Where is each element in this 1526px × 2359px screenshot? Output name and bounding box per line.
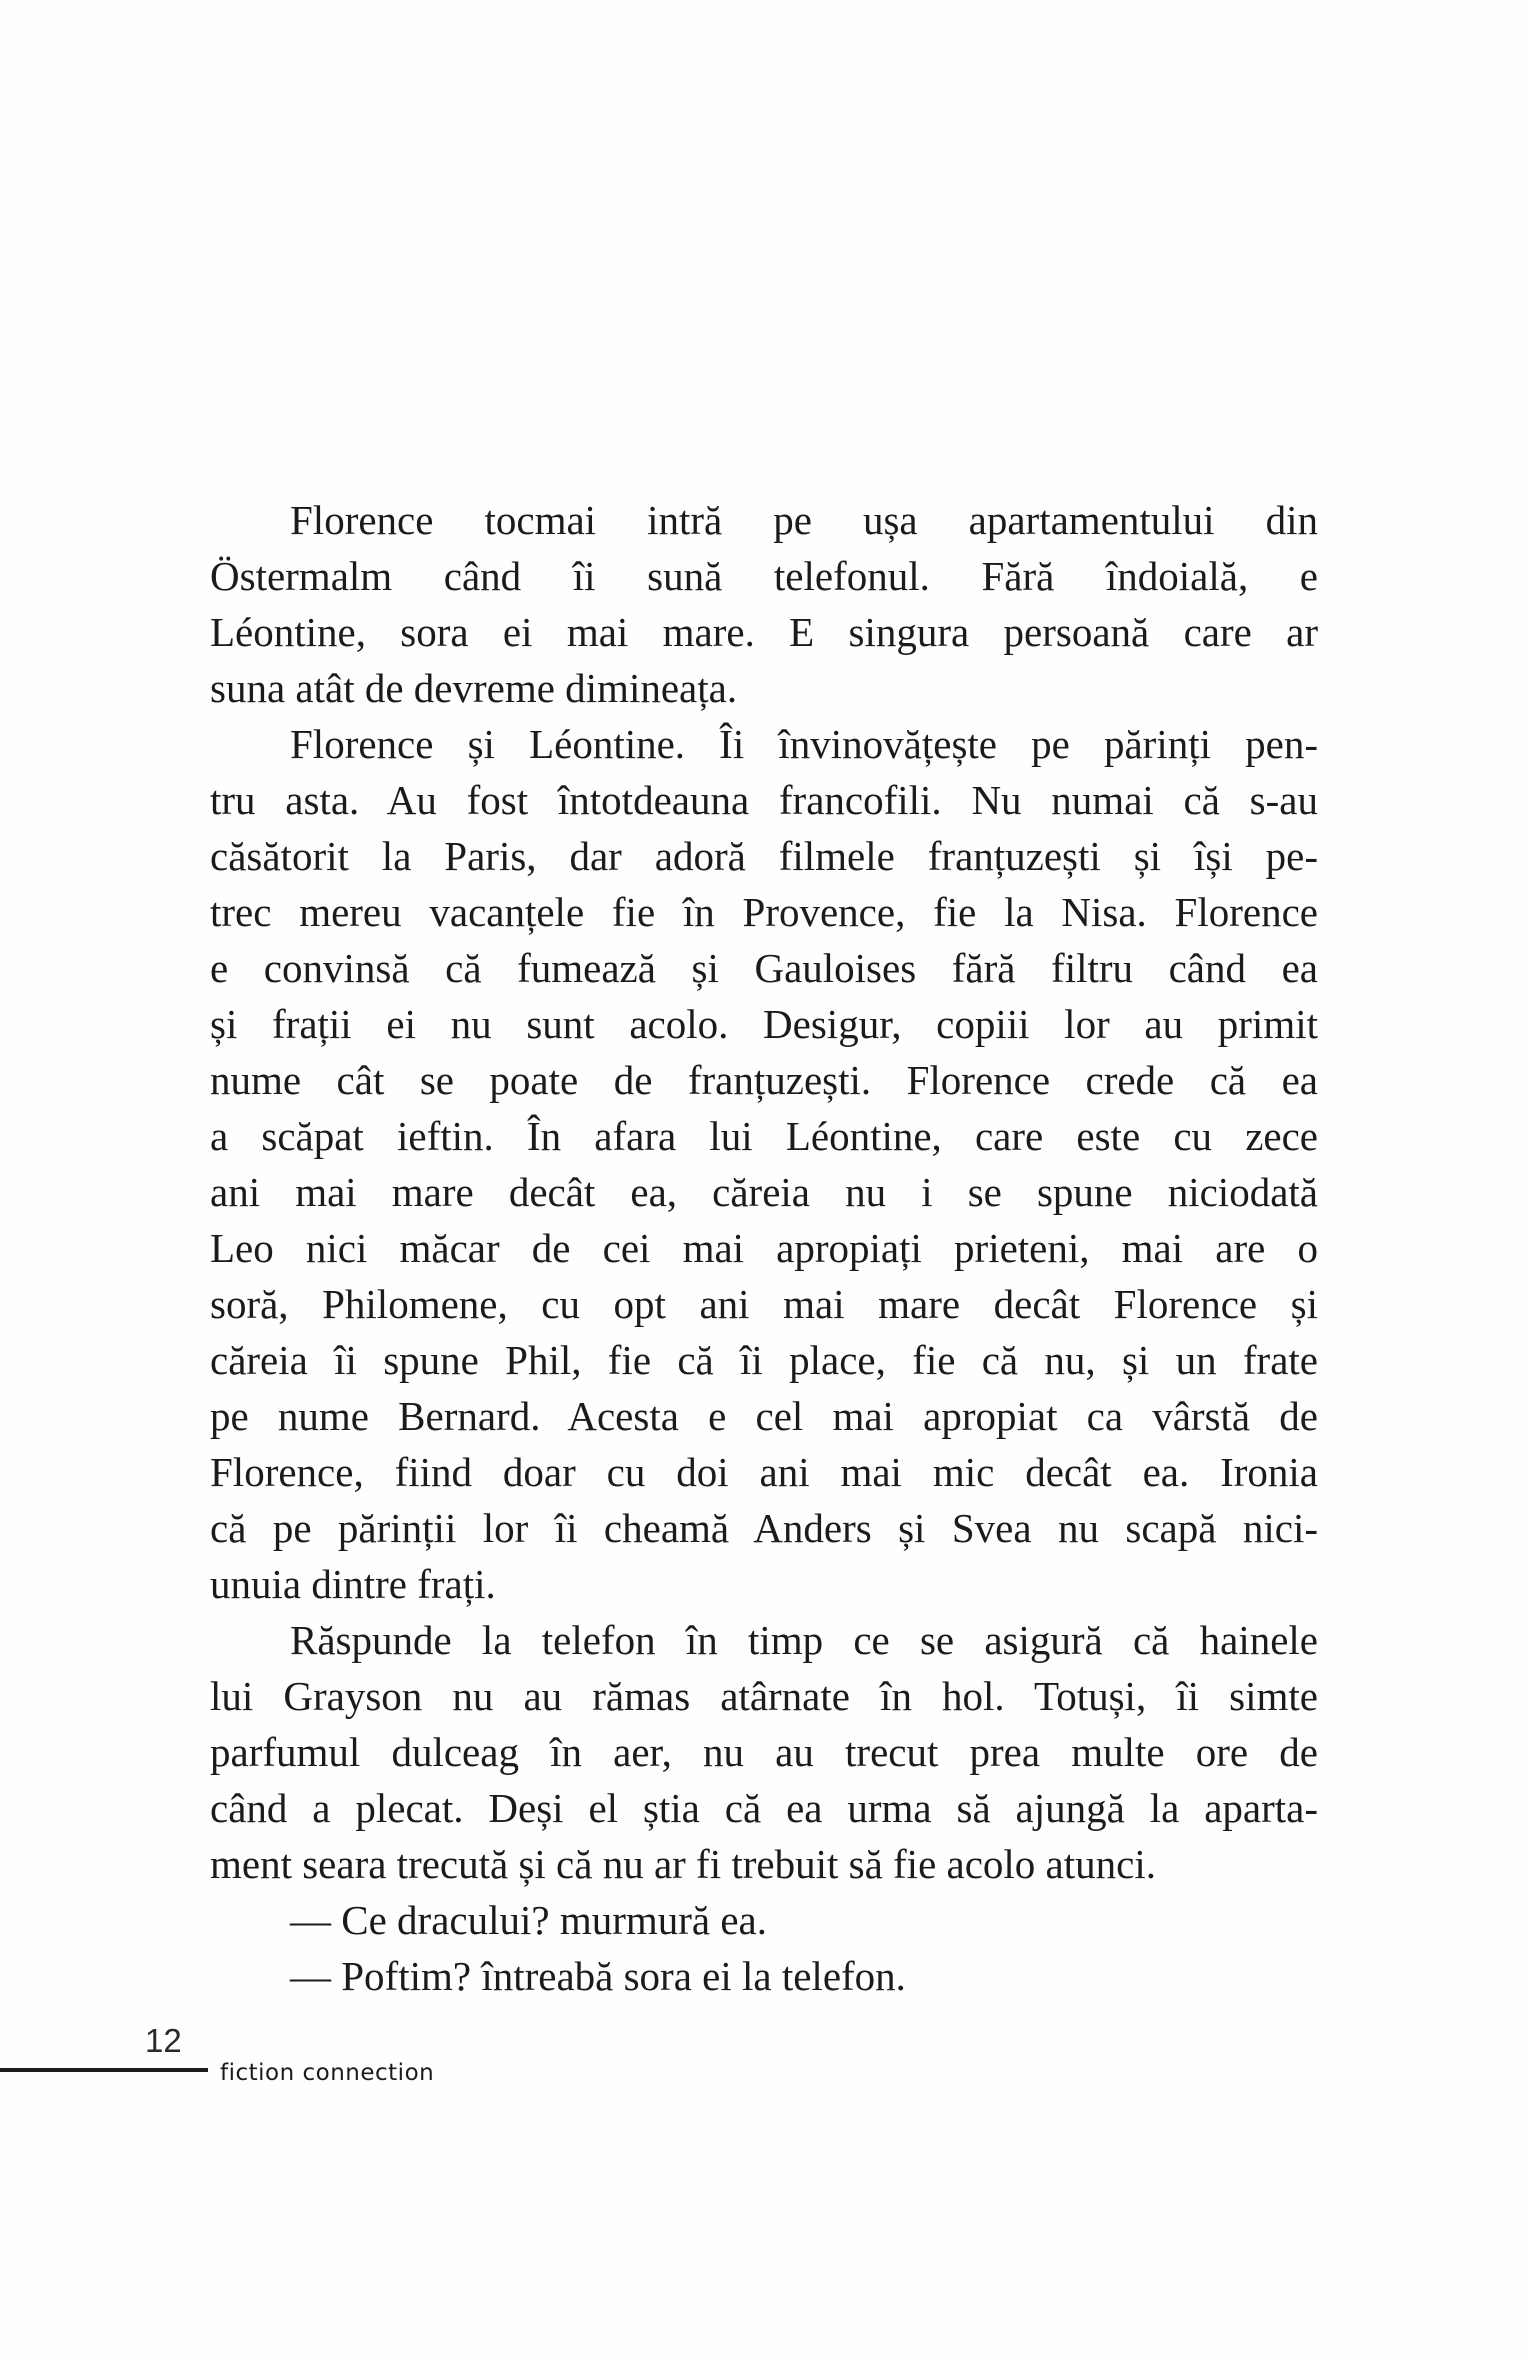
text-line: Răspunde la telefon în timp ce se asigură că hainele (290, 1617, 1318, 1663)
text-line: suna atât de devreme dimineața. (210, 665, 738, 711)
imprint-label: fiction connection (220, 2060, 435, 2086)
text-line: ani mai mare decât ea, căreia nu i se spune niciodată (210, 1169, 1318, 1215)
text-line: Leo nici măcar de cei mai apropiați prieteni, mai are o (210, 1225, 1318, 1271)
text-line: și frații ei nu sunt acolo. Desigur, copiii lor au primit (210, 1001, 1318, 1047)
text-line: parfumul dulceag în aer, nu au trecut prea multe ore de (210, 1729, 1318, 1775)
text-line: soră, Philomene, cu opt ani mai mare decât Florence și (210, 1281, 1318, 1327)
text-line: căreia îi spune Phil, fie că îi place, fie că nu, și un frate (210, 1337, 1318, 1383)
text-line: căsătorit la Paris, dar adoră filmele franțuzești și își pe- (210, 833, 1318, 879)
text-line: — Ce dracului? murmură ea. (290, 1897, 768, 1943)
text-line: că pe părinții lor îi cheamă Anders și Svea nu scapă nici- (210, 1505, 1318, 1551)
text-line: nume cât se poate de franțuzești. Florence crede că ea (210, 1057, 1318, 1103)
text-line: trec mereu vacanțele fie în Provence, fie la Nisa. Florence (210, 889, 1318, 935)
text-line: Florence, fiind doar cu doi ani mai mic decât ea. Ironia (210, 1449, 1318, 1495)
page-number: 12 (145, 2022, 182, 2059)
text-line: — Poftim? întreabă sora ei la telefon. (290, 1953, 906, 1999)
paragraph (210, 492, 1318, 716)
text-line: a scăpat ieftin. În afara lui Léontine, care este cu zece (210, 1113, 1318, 1159)
text-line: unuia dintre frați. (210, 1561, 496, 1607)
text-line: când a plecat. Deși el știa că ea urma să ajungă la aparta- (210, 1785, 1318, 1831)
paragraph (210, 716, 1318, 1612)
text-line: Florence tocmai intră pe ușa apartamentului din (290, 497, 1318, 543)
text-line: Léontine, sora ei mai mare. E singura persoană care ar (210, 609, 1318, 655)
text-line: Florence și Léontine. Îi învinovățește pe părinți pen- (290, 721, 1318, 767)
text-line: tru asta. Au fost întotdeauna francofili. Nu numai că s-au (210, 777, 1318, 823)
text-line: pe nume Bernard. Acesta e cel mai apropiat ca vârstă de (210, 1393, 1318, 1439)
text-line: Östermalm când îi sună telefonul. Fără îndoială, e (210, 553, 1318, 599)
body-text (210, 492, 1318, 2004)
paragraph (210, 1948, 1318, 2004)
paragraph (210, 1612, 1318, 1892)
text-line: lui Grayson nu au rămas atârnate în hol. Totuși, îi simte (210, 1673, 1318, 1719)
text-line: ment seara trecută și că nu ar fi trebuit să fie acolo atunci. (210, 1841, 1156, 1887)
paragraph (210, 1892, 1318, 1948)
footer-rule (0, 2068, 208, 2072)
text-line: e convinsă că fumează și Gauloises fără filtru când ea (210, 945, 1318, 991)
